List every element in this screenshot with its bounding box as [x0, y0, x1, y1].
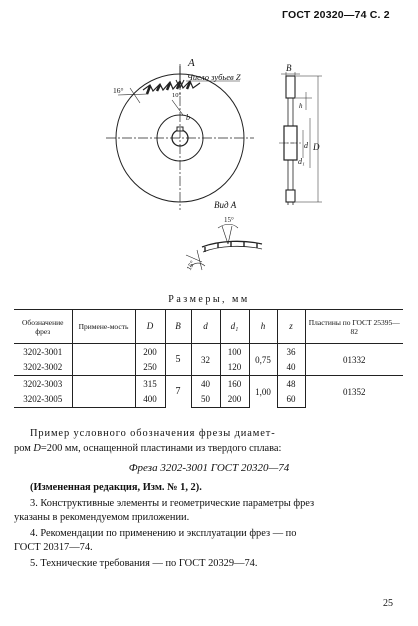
label-angle-15: 15°	[224, 216, 234, 224]
col-header-d1: d₁	[220, 310, 249, 344]
col-header-d: d	[191, 310, 220, 344]
cell-code: 3202-3002	[23, 362, 63, 373]
label-a: A	[188, 57, 195, 69]
example-line-1: Пример условного обозначения фрезы диамет-	[30, 428, 276, 439]
cell-h: 1,00	[249, 376, 277, 408]
label-angle-16: 16°	[113, 86, 124, 95]
cell-plates: 01352	[305, 376, 403, 408]
cell-d1: 100	[220, 344, 249, 360]
revision-note: (Измененная редакция, Изм. № 1, 2).	[30, 482, 202, 493]
cell-code: 3202-3001	[23, 346, 63, 357]
cell-d1: 200	[220, 392, 249, 408]
cell-code: 3202-3003	[14, 376, 72, 392]
paragraph-5: 5. Технические требования — по ГОСТ 20329—74.	[30, 558, 258, 569]
cell-usage	[72, 376, 135, 392]
cell-usage	[72, 392, 135, 408]
cell-B: 7	[165, 376, 191, 408]
cell-D: 200	[135, 344, 165, 360]
cell-B: 5	[165, 344, 191, 376]
label-B: B	[286, 63, 292, 73]
page-header: ГОСТ 20320—74 С. 2	[282, 9, 390, 21]
label-D: D	[313, 142, 320, 152]
cell-d: 32	[191, 344, 220, 376]
paragraph-3-line-1: 3. Конструктивные элементы и геометрические параметры фрез	[30, 498, 315, 509]
cell-usage	[72, 344, 135, 360]
example-line-2: ром D=200 мм, оснащенной пластинами из твердого сплава:	[14, 443, 282, 454]
page-number: 25	[383, 598, 393, 609]
teeth-outline	[143, 81, 200, 91]
col-header-code: Обозначение фрез	[14, 310, 72, 344]
label-teeth: Число зубьев Z	[187, 72, 241, 82]
cell-d: 50	[191, 392, 220, 408]
label-d: d	[304, 141, 308, 150]
cell-usage	[72, 360, 135, 376]
cell-plates: 01332	[305, 344, 403, 376]
cell-D: 400	[135, 392, 165, 408]
cell-d1: 160	[220, 376, 249, 392]
cell-z: 48	[277, 376, 305, 392]
cell-z: 40	[277, 360, 305, 376]
col-header-plates: Пластины по ГОСТ 25395—82	[305, 310, 403, 344]
col-header-D: D	[135, 310, 165, 344]
label-view-a: Вид А	[214, 200, 237, 210]
cell-z: 60	[277, 392, 305, 408]
label-b: b	[186, 113, 190, 122]
paragraph-3-line-2: указаны в рекомендуемом приложении.	[14, 512, 190, 523]
cell-d1: 120	[220, 360, 249, 376]
designation-example: Фреза 3202-3001 ГОСТ 20320—74	[128, 462, 290, 474]
col-header-usage: Примене-мость	[72, 310, 135, 344]
label-d1: d₁	[298, 157, 305, 166]
cell-d: 40	[191, 376, 220, 392]
cell-h: 0,75	[249, 344, 277, 376]
col-header-h: h	[249, 310, 277, 344]
label-h: h	[299, 102, 303, 110]
cell-code: 3202-3005	[14, 392, 72, 408]
dimensions-table	[14, 309, 403, 408]
col-header-B: B	[165, 310, 191, 344]
label-angle-15b: 15°	[184, 259, 197, 272]
paragraph-4-line-1: 4. Рекомендации по применению и эксплуатации фрез — по	[30, 528, 297, 539]
col-header-z: z	[277, 310, 305, 344]
paragraph-4-line-2: ГОСТ 20317—74.	[14, 542, 93, 553]
table-caption: Размеры, мм	[168, 294, 250, 305]
cell-D: 250	[135, 360, 165, 376]
cell-z: 36	[277, 344, 305, 360]
cell-D: 315	[135, 376, 165, 392]
cutter-drawing	[0, 0, 418, 295]
label-angle-10: 10°	[172, 92, 182, 99]
